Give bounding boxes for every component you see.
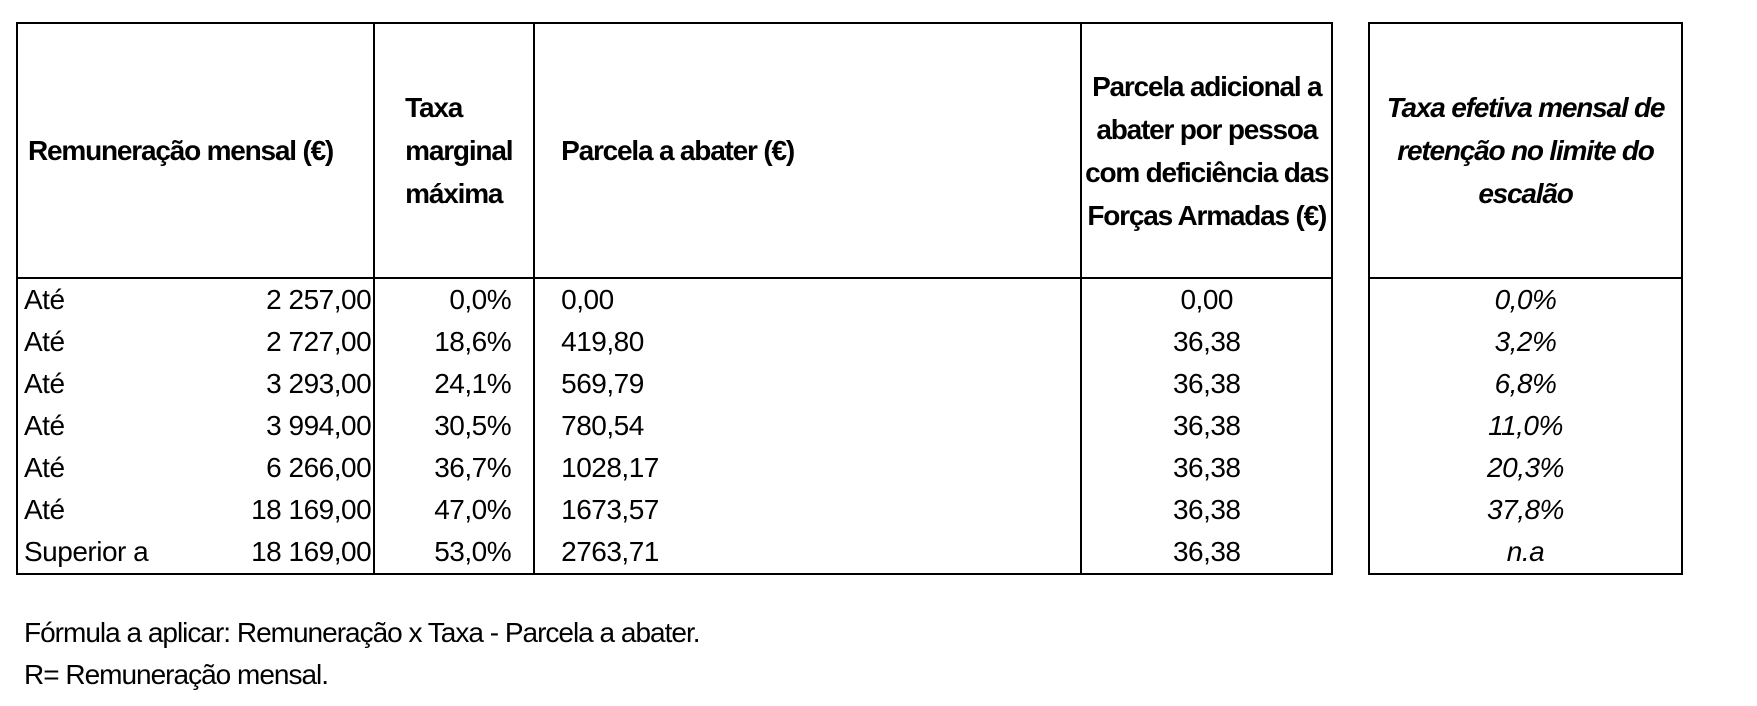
taxa-cell: 53,0%	[374, 531, 534, 574]
taxa-cell: 0,0%	[374, 278, 534, 321]
remuneracao-cell	[17, 321, 374, 363]
parcela-cell: 0,00	[534, 278, 1081, 321]
bracket-label: Até	[24, 410, 65, 441]
table-row	[17, 531, 1332, 574]
table-row	[17, 321, 1332, 363]
efetiva-cell: n.a	[1506, 536, 1545, 567]
bracket-amount: 2 727,00	[266, 326, 372, 357]
remuneracao-cell	[17, 489, 374, 531]
table-body	[17, 278, 1332, 574]
remuneracao-cell	[17, 405, 374, 447]
efetiva-cell: 37,8%	[1487, 494, 1564, 525]
adicional-cell: 36,38	[1081, 405, 1332, 447]
parcela-cell: 1028,17	[534, 447, 1081, 489]
parcela-cell: 1673,57	[534, 489, 1081, 531]
bracket-amount: 18 169,00	[251, 536, 372, 567]
remuneration-note: R= Remuneração mensal.	[24, 659, 329, 690]
remuneracao-cell	[17, 278, 374, 321]
table-header-row	[17, 23, 1332, 278]
efetiva-cell: 20,3%	[1487, 452, 1564, 483]
header-parcela-abater: Parcela a abater (€)	[534, 23, 1081, 278]
adicional-cell: 0,00	[1081, 278, 1332, 321]
bracket-amount: 3 293,00	[266, 368, 372, 399]
table-row	[17, 447, 1332, 489]
bracket-label: Superior a	[24, 536, 149, 567]
parcela-cell: 780,54	[534, 405, 1081, 447]
table-row	[17, 489, 1332, 531]
taxa-cell: 36,7%	[374, 447, 534, 489]
bracket-amount: 18 169,00	[251, 494, 372, 525]
header-taxa-marginal: Taxa marginal máxima	[374, 23, 534, 278]
formula-note: Fórmula a aplicar: Remuneração x Taxa - Parcela a abater.	[24, 617, 700, 648]
remuneracao-cell	[17, 447, 374, 489]
bracket-label: Até	[24, 284, 65, 315]
effective-row	[1369, 363, 1682, 405]
withholding-tax-table	[16, 22, 1333, 575]
effective-row	[1369, 278, 1682, 321]
bracket-label: Até	[24, 494, 65, 525]
efetiva-cell: 3,2%	[1494, 326, 1557, 357]
parcela-cell: 419,80	[534, 321, 1081, 363]
header-taxa-efetiva: Taxa efetiva mensal de retenção no limite do escalão	[1369, 23, 1682, 278]
remuneracao-cell	[17, 363, 374, 405]
adicional-cell: 36,38	[1081, 447, 1332, 489]
bracket-amount: 6 266,00	[266, 452, 372, 483]
effective-header-row	[1369, 23, 1682, 278]
table-row	[17, 363, 1332, 405]
adicional-cell: 36,38	[1081, 489, 1332, 531]
adicional-cell: 36,38	[1081, 363, 1332, 405]
taxa-cell: 30,5%	[374, 405, 534, 447]
parcela-cell: 2763,71	[534, 531, 1081, 574]
efetiva-cell: 6,8%	[1494, 368, 1557, 399]
bracket-amount: 3 994,00	[266, 410, 372, 441]
effective-table-body	[1369, 278, 1682, 574]
header-parcela-adicional: Parcela adicional a abater por pessoa com deficiência das Forças Armadas (€)	[1081, 23, 1332, 278]
efetiva-cell: 0,0%	[1494, 284, 1557, 315]
remuneracao-cell	[17, 531, 374, 574]
effective-row	[1369, 531, 1682, 574]
table-row	[17, 405, 1332, 447]
effective-row	[1369, 321, 1682, 363]
efetiva-cell: 11,0%	[1488, 410, 1563, 441]
taxa-cell: 18,6%	[374, 321, 534, 363]
bracket-label: Até	[24, 452, 65, 483]
effective-rate-table	[1368, 22, 1683, 575]
bracket-label: Até	[24, 368, 65, 399]
effective-row	[1369, 405, 1682, 447]
bracket-label: Até	[24, 326, 65, 357]
taxa-cell: 24,1%	[374, 363, 534, 405]
taxa-cell: 47,0%	[374, 489, 534, 531]
adicional-cell: 36,38	[1081, 531, 1332, 574]
effective-row	[1369, 447, 1682, 489]
table-row	[17, 278, 1332, 321]
parcela-cell: 569,79	[534, 363, 1081, 405]
bracket-amount: 2 257,00	[266, 284, 372, 315]
adicional-cell: 36,38	[1081, 321, 1332, 363]
header-remuneracao: Remuneração mensal (€)	[17, 23, 374, 278]
effective-row	[1369, 489, 1682, 531]
